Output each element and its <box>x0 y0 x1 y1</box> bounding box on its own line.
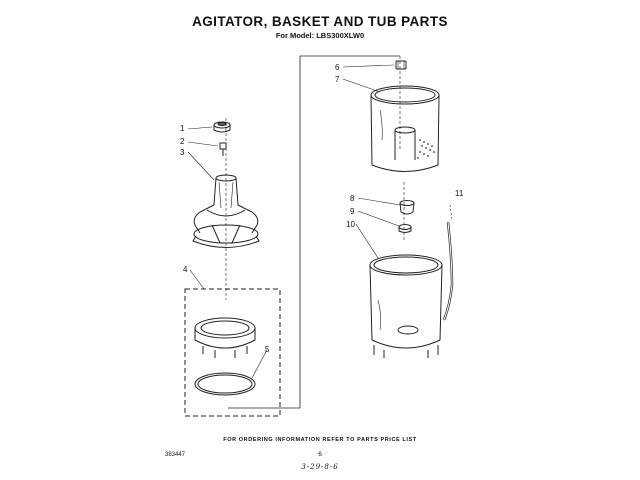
callout-9: 9 <box>350 207 355 216</box>
callout-10: 10 <box>346 220 355 229</box>
page-number: 6 <box>318 451 322 458</box>
leader-1 <box>188 127 212 129</box>
callout-1: 1 <box>180 124 185 133</box>
leader-9 <box>358 211 399 226</box>
diagram-title: AGITATOR, BASKET AND TUB PARTS <box>192 14 448 29</box>
drain-hose-part <box>444 205 452 320</box>
agitator-fastener-part <box>220 143 226 156</box>
tub-seal-part <box>399 225 411 233</box>
ring-part <box>195 373 255 395</box>
tub-bushing-part <box>400 201 414 215</box>
leader-6 <box>343 65 394 67</box>
callout-4: 4 <box>183 265 188 274</box>
seal-assembly-part <box>195 318 255 358</box>
ordering-note: FOR ORDERING INFORMATION REFER TO PARTS PRICE LIST <box>223 437 417 443</box>
agitator-cap-part <box>214 122 230 132</box>
leader-5 <box>252 350 267 378</box>
callout-7: 7 <box>335 75 340 84</box>
leader-4 <box>190 270 204 289</box>
handwritten-note: 3-29-8-6 <box>301 463 339 471</box>
spin-basket-part <box>371 86 439 172</box>
model-subtitle: For Model: LBS300XLW0 <box>275 31 365 40</box>
assembly-connector-line <box>228 56 400 408</box>
callout-2: 2 <box>180 137 185 146</box>
document-number: 383447 <box>165 452 186 458</box>
callout-6: 6 <box>335 63 340 72</box>
basket-perforations <box>417 139 435 159</box>
leader-10 <box>356 224 378 258</box>
outer-tub-part <box>370 255 442 358</box>
callout-5: 5 <box>265 345 270 354</box>
callout-3: 3 <box>180 148 185 157</box>
basket-nut-part <box>396 61 406 69</box>
leader-2 <box>188 142 218 146</box>
leader-7 <box>343 79 380 92</box>
leader-3 <box>188 152 214 180</box>
callout-8: 8 <box>350 194 355 203</box>
callout-11: 11 <box>455 189 464 198</box>
leader-8 <box>358 198 400 205</box>
